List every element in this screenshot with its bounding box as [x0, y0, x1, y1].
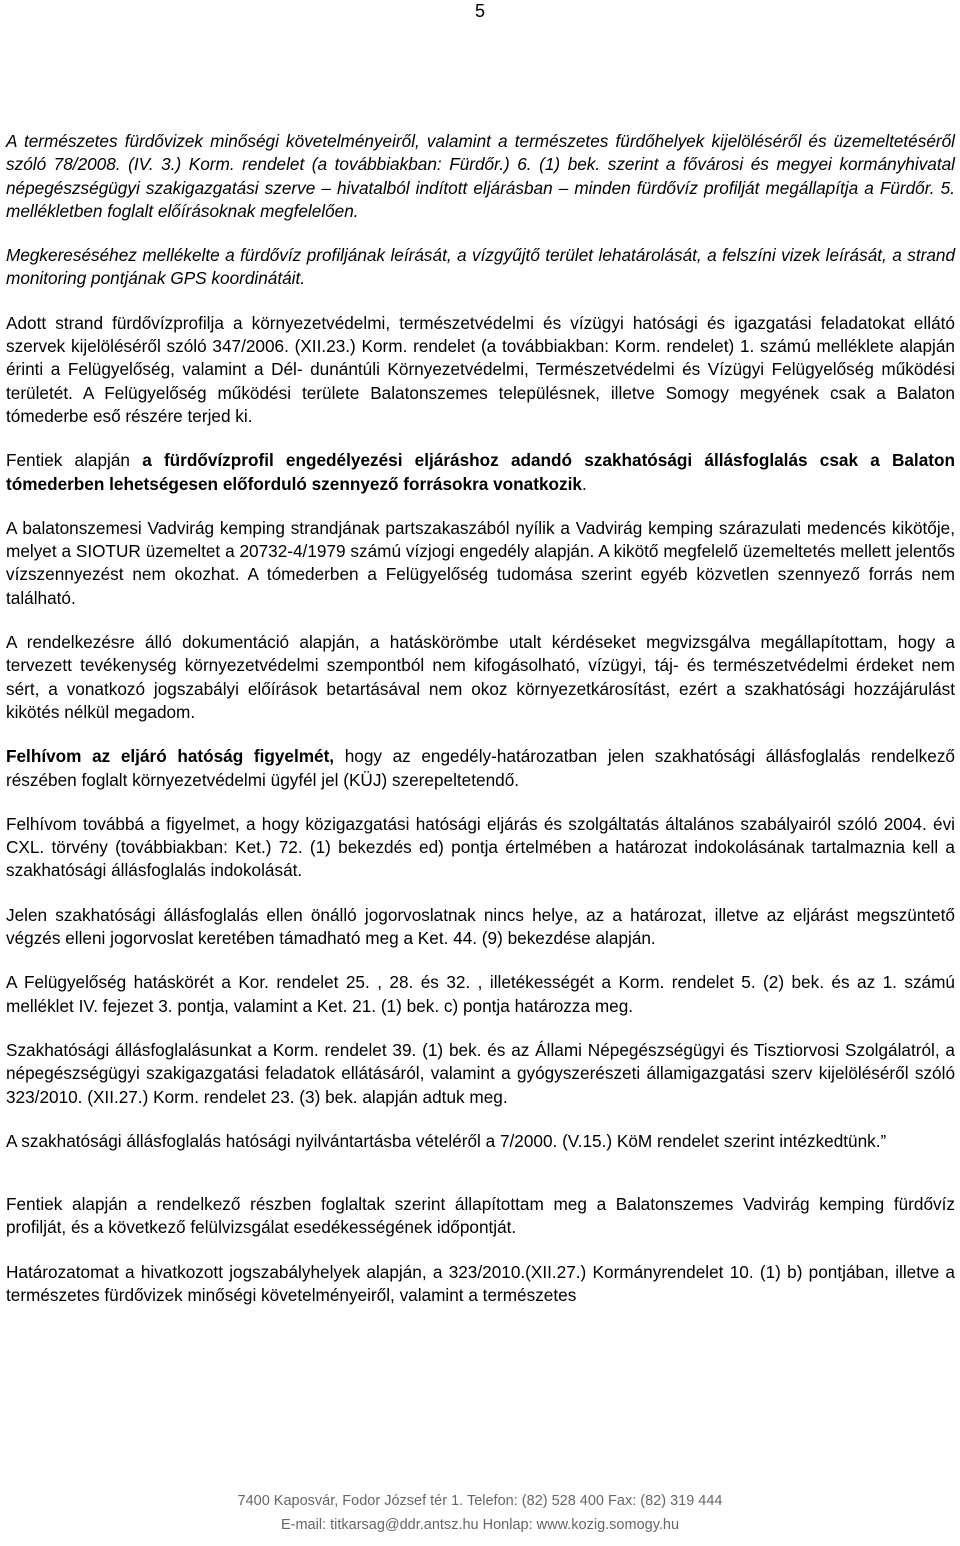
notice-rest: hogy az engedély-határozatban jelen szakhatósági állásfoglalás rendelkező részében foglalt környezetvédelmi ügyfél jel (KÜJ) szerepeltetendő. — [6, 746, 955, 790]
footer-address: 7400 Kaposvár, Fodor József tér 1. Telefon: (82) 528 400 Fax: (82) 319 444 — [237, 1493, 723, 1509]
paragraph-basis: Szakhatósági állásfoglalásunkat a Korm. rendelet 39. (1) bek. és az Állami Népegészségügyi és Tisztiorvosi Szolgálatról, a népegészségügyi szakigazgatási feladatok ellátásáról, valamint a gyógyszerészeti államigazgatási szerv kijelöléséről szóló 323/2010. (XII.27.) Korm. rendelet 23. (3) bek. alapján adtuk meg. — [6, 1039, 955, 1107]
paragraph-conclusion — [6, 449, 955, 496]
paragraph-decision-basis: Határozatomat a hivatkozott jogszabályhelyek alapján, a 323/2010.(XII.27.) Kormányrendelet 10. (1) b) pontjában, illetve a természetes fürdővizek minőségi követelményeiről, valamint a természetes — [6, 1261, 955, 1305]
page-number: 5 — [474, 1, 485, 21]
conclusion-bold: a fürdővízprofil engedélyezési eljáráshoz adandó szakhatósági állásfoglalás csak a Balaton tómederben lehetségesen előforduló szennyező forrásokra vonatkozik — [6, 450, 955, 494]
document-body — [6, 130, 955, 1307]
paragraph-harbour: A balatonszemesi Vadvirág kemping strandjának partszakaszából nyílik a Vadvirág kemping szárazulati medencés kikötője, melyet a SIOTUR üzemeltet a 20732-4/1979 számú vízjogi engedély alapján. A kikötő megfelelő üzemeltetés mellett jelentős vízszennyezést nem okozhat. A tómederben a Felügyelőség tudomása szerint egyéb közvetlen szennyező forrás nem található. — [6, 517, 955, 608]
paragraph-bathing-profile: Adott strand fürdővízprofilja a környezetvédelmi, természetvédelmi és vízügyi hatósági és igazgatási feladatokat ellátó szervek kijelöléséről szóló 347/2006. (XII.23.) Korm. rendelet (a továbbiakban: Korm. rendelet) 1. számú melléklete alapján érinti a Felügyelőség, valamint a Dél- dunántúli Környezetvédelmi, Természetvédelmi és Vízügyi Felügyelőség működési területét. A Felügyelőség működési területe Balatonszemes településnek, illetve Somogy megyének csak a Balaton tómederbe eső részére terjed ki. — [6, 312, 955, 426]
paragraph-assessment: A rendelkezésre álló dokumentáció alapján, a hatáskörömbe utalt kérdéseket megvizsgálva megállapítottam, hogy a tervezett tevékenység környezetvédelmi szempontból nem kifogásolható, vízügyi, táj- és természetvédelmi érdeket nem sért, a vonatkozó jogszabályi előírások betartásával nem okoz környezetkárosítást, ezért a szakhatósági hozzájárulást kikötés nélkül megadom. — [6, 632, 955, 722]
conclusion-lead: Fentiek alapján — [6, 450, 143, 471]
paragraph-findings: Fentiek alapján a rendelkező részben foglaltak szerint állapítottam meg a Balatonszemes Vadvirág kemping fürdővíz profilját, és a következő felülvizsgálat esedékességének időpontját. — [6, 1194, 955, 1238]
paragraph-legal-basis: A természetes fürdővizek minőségi követelményeiről, valamint a természetes fürdőhelyek kijelöléséről és üzemeltetéséről szóló 78/2008. (IV. 3.) Korm. rendelet (a továbbiakban: Fürdőr.) 6. (1) bek. szerint a fővárosi és megyei kormányhivatal népegészségügyi szakigazgatási szerve – hivatalból indított eljárásban – minden fürdővíz profilját megállapítja a Fürdőr. 5. mellékletben foglalt előírásoknak megfelelően. — [6, 131, 955, 221]
paragraph-attachments: Megkereséséhez mellékelte a fürdővíz profiljának leírását, a vízgyűjtő terület lehatárolását, a felszíni vizek leírását, a strand monitoring pontjának GPS koordinátáit. — [6, 245, 955, 289]
conclusion-end: . — [581, 473, 587, 494]
notice-bold: Felhívom az eljáró hatóság figyelmét, — [6, 746, 335, 767]
page-footer — [0, 1489, 960, 1537]
paragraph-reasoning: Felhívom továbbá a figyelmet, a hogy közigazgatási hatósági eljárás és szolgáltatás általános szabályairól szóló 2004. évi CXL. törvény (továbbiakban: Ket.) 72. (1) bekezdés ed) pontja értelmében a határozat indokolásának tartalmaznia kell a szakhatósági állásfoglalás indokolását. — [6, 813, 955, 881]
paragraph-notice — [6, 745, 955, 792]
paragraph-registry: A szakhatósági állásfoglalás hatósági nyilvántartásba vételéről a 7/2000. (V.15.) KöM rendelet szerint intézkedtünk.” — [6, 1130, 887, 1151]
paragraph-remedy: Jelen szakhatósági állásfoglalás ellen önálló jogorvoslatnak nincs helye, az a határozat, illetve az eljárást megszüntető végzés elleni jogorvoslat keretében támadható meg a Ket. 44. (9) bekezdése alapján. — [6, 904, 955, 949]
footer-contact: E-mail: titkarsag@ddr.antsz.hu Honlap: www.kozig.somogy.hu — [280, 1517, 680, 1533]
paragraph-competence: A Felügyelőség hatáskörét a Kor. rendelet 25. , 28. és 32. , illetékességét a Korm. rendelet 5. (2) bek. és az 1. számú melléklet IV. fejezet 3. pontja, valamint a Ket. 21. (1) bek. c) pontja határozza meg. — [6, 972, 955, 1016]
